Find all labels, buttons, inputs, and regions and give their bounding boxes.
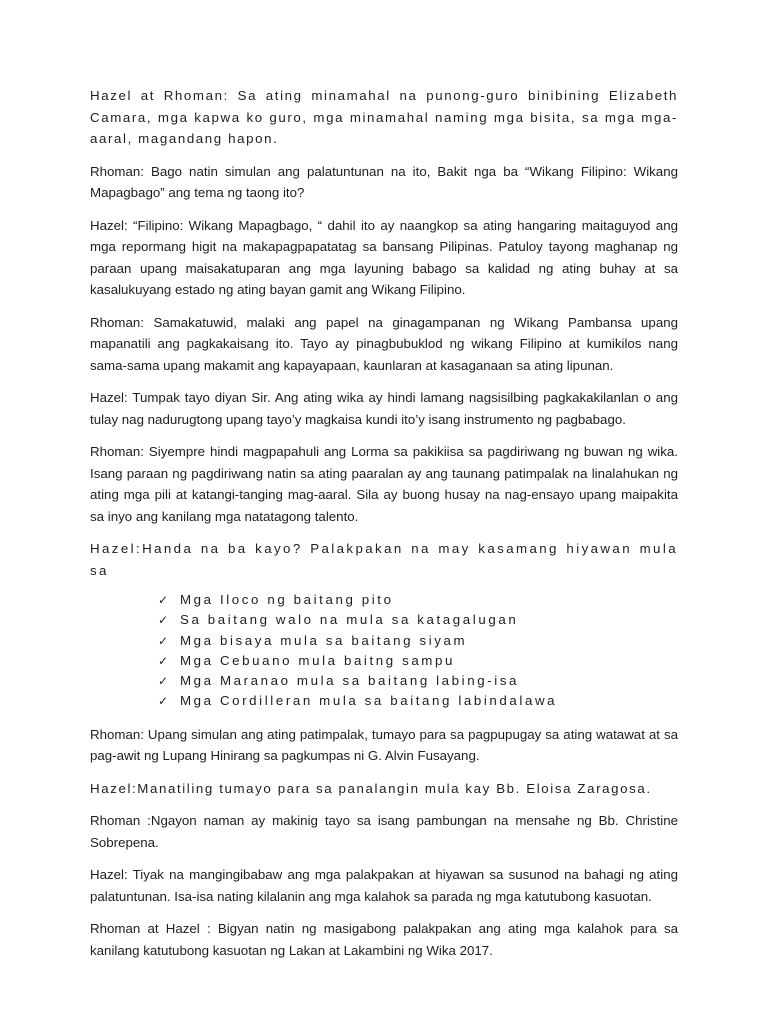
list-item: ✓ Mga Cordilleran mula sa baitang labindalawa (158, 691, 678, 711)
paragraph-theme-answer: Hazel: “Filipino: Wikang Mapagbago, “ dahil ito ay naangkop sa ating hangaring maitaguyod ang mga repormang higit na makapagpapatatag sa bansang Pilipinas. Patuloy tayong maghanap ng paraan upang maisakatuparan ang mga layuning babago sa kalidad ng ating buhay at sa kasalukuyang estado ng ating bayan gamit ang Wikang Filipino. (90, 217, 678, 297)
paragraph-national-anthem: Rhoman: Upang simulan ang ating patimpalak, tumayo para sa pagpupugay sa ating watawat at sa pag-awit ng Lupang Hinirang sa pagkumpas ni G. Alvin Fusayang. (90, 726, 678, 764)
list-item: ✓ Sa baitang walo na mula sa katagalugan (158, 610, 678, 630)
check-icon: ✓ (158, 653, 169, 668)
list-item: ✓ Mga bisaya mula sa baitang siyam (158, 631, 678, 651)
paragraph-prayer: Hazel:Manatiling tumayo para sa panalangin mula kay Bb. Eloisa Zaragosa. (90, 780, 652, 796)
paragraph-applause-intro: Hazel:Handa na ba kayo? Palakpakan na may kasamang hiyawan mula sa (90, 541, 678, 578)
check-icon: ✓ (158, 593, 169, 607)
list-item: ✓ Mga Iloco ng baitang pito (158, 590, 678, 610)
list-item: ✓ Mga Cebuano mula baitng sampu (158, 651, 678, 671)
check-icon: ✓ (158, 613, 169, 628)
check-icon: ✓ (158, 633, 169, 648)
participants-checklist (90, 590, 678, 712)
list-item: ✓ Mga Maranao mula sa baitang labing-isa (158, 671, 678, 691)
paragraph-language-change: Hazel: Tumpak tayo diyan Sir. Ang ating wika ay hindi lamang nagsisilbing pagkakakilanlan o ang tulay nag nadurugtong upang tayo’y magkaisa kundi ito’y isang instrumento ng pagbabago. (90, 390, 678, 427)
paragraph-message: Rhoman :Ngayon naman ay makinig tayo sa isang pambungan na mensahe ng Bb. Christine Sobrepena. (90, 813, 678, 850)
paragraph-celebration: Rhoman: Siyempre hindi magpapahuli ang Lorma sa pakikiisa sa pagdiriwang ng buwan ng wika. Isang paraan ng pagdiriwang natin sa ating paaralan ay ang taunang patimpalak na linalahukan ng ating mga pili at katangi-tanging mag-aaral. Sila ay buong husay na nag-ensayo upang maipakita sa inyo ang kanilang mga natatagong talento. (90, 444, 678, 524)
paragraph-national-language: Rhoman: Samakatuwid, malaki ang papel na ginagampanan ng Wikang Pambansa upang mapanatili ang pagkakaisang ito. Tayo ay pinagbubuklod ng wikang Filipino at kumikilos nang sama-sama upang makamit ang kapayapaan, kaunlaran at kasaganaan sa ating lipunan. (90, 314, 678, 373)
paragraph-closing: Rhoman at Hazel : Bigyan natin ng masigabong palakpakan ang ating mga kalahok para sa kanilang katutubong kasuotan ng Lakan at Lakambini ng Wika 2017. (90, 921, 678, 958)
paragraph-theme-question: Rhoman: Bago natin simulan ang palatuntunan na ito, Bakit nga ba “Wikang Filipino: Wikang Mapagbago” ang tema ng taong ito? (90, 163, 678, 200)
check-icon: ✓ (158, 674, 169, 689)
paragraph-opening: Hazel at Rhoman: Sa ating minamahal na punong-guro binibining Elizabeth Camara, mga kapwa ko guro, mga minamahal naming mga bisita, sa mga mga-aaral, magandang hapon. (90, 88, 678, 146)
check-icon: ✓ (158, 694, 169, 709)
paragraph-parade: Hazel: Tiyak na mangingibabaw ang mga palakpakan at hiyawan sa susunod na bahagi ng ating palatuntunan. Isa-isa nating kilalanin ang mga kalahok sa parada ng mga katutubong kasuotan. (90, 867, 678, 904)
document-body (90, 85, 678, 972)
